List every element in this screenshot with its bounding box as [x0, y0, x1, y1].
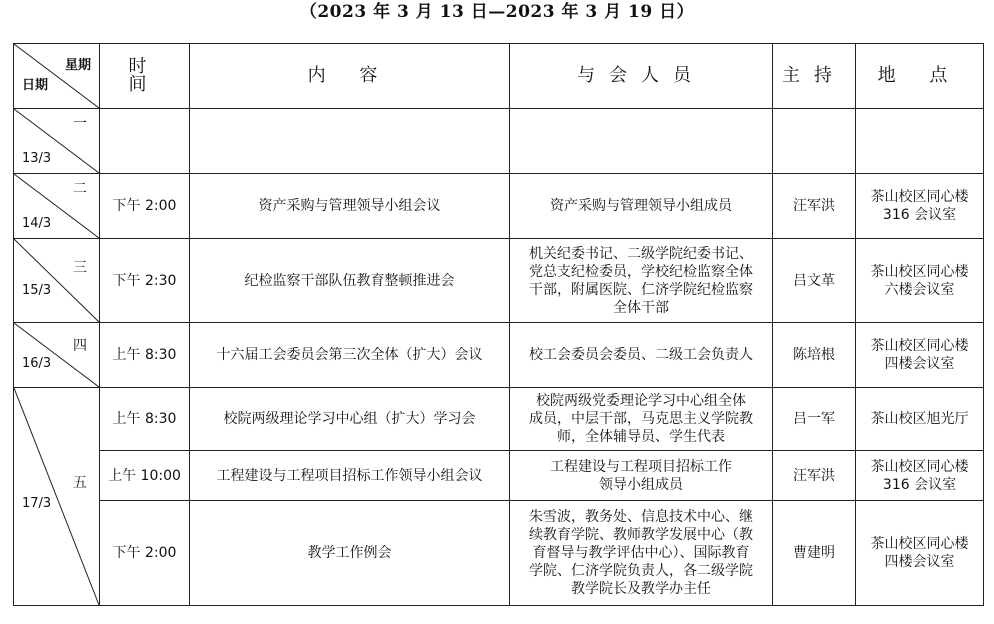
location-cell [856, 109, 984, 174]
host-cell: 汪军洪 [773, 451, 856, 501]
header-date-label: 日期 [22, 78, 49, 93]
host-cell: 汪军洪 [773, 174, 856, 239]
attendees-cell: 机关纪委书记、二级学院纪委书记、 党总支纪检委员，学校纪检监察全体 干部，附属医院、仁济学院纪检监察 全体干部 [510, 239, 773, 323]
host-cell [773, 109, 856, 174]
table-row [14, 388, 984, 451]
table-row [14, 239, 984, 323]
content-cell: 校院两级理论学习中心组（扩大）学习会 [190, 388, 510, 451]
attendees-cell: 朱雪波，教务处、信息技术中心、继 续教育学院、教师教学发展中心（教 育督导与教学评估中心）、国际教育 学院、仁济学院负责人，各二级学院 教学院长及教学办主任 [510, 501, 773, 606]
weekday-label: 五 [73, 475, 87, 491]
diagonal-divider [14, 44, 99, 108]
table-row [14, 323, 984, 388]
day-cell [14, 109, 100, 174]
day-cell [14, 174, 100, 239]
date-label: 17/3 [22, 496, 52, 511]
time-cell [100, 109, 190, 174]
schedule-table [13, 43, 984, 606]
time-cell: 上午 8:30 [100, 323, 190, 388]
host-cell: 陈培根 [773, 323, 856, 388]
content-cell: 教学工作例会 [190, 501, 510, 606]
header-date-week [14, 44, 100, 109]
table-row [14, 501, 984, 606]
location-cell: 茶山校区同心楼 316 会议室 [856, 451, 984, 501]
weekday-label: 四 [73, 338, 87, 354]
attendees-cell: 工程建设与工程项目招标工作 领导小组成员 [510, 451, 773, 501]
location-cell: 茶山校区同心楼 四楼会议室 [856, 501, 984, 606]
weekday-label: 三 [73, 260, 87, 276]
schedule-title: （2023 年 3 月 13 日—2023 年 3 月 19 日） [299, 2, 695, 22]
attendees-cell: 校院两级党委理论学习中心组全体 成员，中层干部，马克思主义学院教 师，全体辅导员、学生代表 [510, 388, 773, 451]
host-cell: 曹建明 [773, 501, 856, 606]
host-cell: 吕文革 [773, 239, 856, 323]
content-cell: 十六届工会委员会第三次全体（扩大）会议 [190, 323, 510, 388]
header-time: 时 间 [100, 44, 190, 109]
content-cell [190, 109, 510, 174]
location-cell: 茶山校区同心楼 六楼会议室 [856, 239, 984, 323]
content-cell: 资产采购与管理领导小组会议 [190, 174, 510, 239]
day-cell [14, 323, 100, 388]
header-host: 主持 [773, 44, 856, 109]
header-week-label: 星期 [64, 58, 91, 73]
attendees-cell [510, 109, 773, 174]
date-label: 13/3 [22, 151, 52, 166]
header-attendees: 与会人员 [510, 44, 773, 109]
location-cell: 茶山校区同心楼 316 会议室 [856, 174, 984, 239]
time-cell: 下午 2:30 [100, 239, 190, 323]
day-cell [14, 388, 100, 606]
header-location: 地 点 [856, 44, 984, 109]
attendees-cell: 校工会委员会委员、二级工会负责人 [510, 323, 773, 388]
header-content: 内 容 [190, 44, 510, 109]
weekday-label: 二 [73, 181, 87, 197]
header-row [14, 44, 984, 109]
time-cell: 上午 10:00 [100, 451, 190, 501]
day-cell [14, 239, 100, 323]
content-cell: 纪检监察干部队伍教育整顿推进会 [190, 239, 510, 323]
table-row [14, 109, 984, 174]
time-cell: 上午 8:30 [100, 388, 190, 451]
date-label: 15/3 [22, 283, 52, 298]
table-row [14, 451, 984, 501]
time-cell: 下午 2:00 [100, 501, 190, 606]
location-cell: 茶山校区同心楼 四楼会议室 [856, 323, 984, 388]
date-label: 16/3 [22, 356, 52, 371]
time-cell: 下午 2:00 [100, 174, 190, 239]
host-cell: 吕一军 [773, 388, 856, 451]
date-label: 14/3 [22, 216, 52, 231]
location-cell: 茶山校区旭光厅 [856, 388, 984, 451]
weekday-label: 一 [73, 116, 87, 132]
attendees-cell: 资产采购与管理领导小组成员 [510, 174, 773, 239]
content-cell: 工程建设与工程项目招标工作领导小组会议 [190, 451, 510, 501]
table-row [14, 174, 984, 239]
